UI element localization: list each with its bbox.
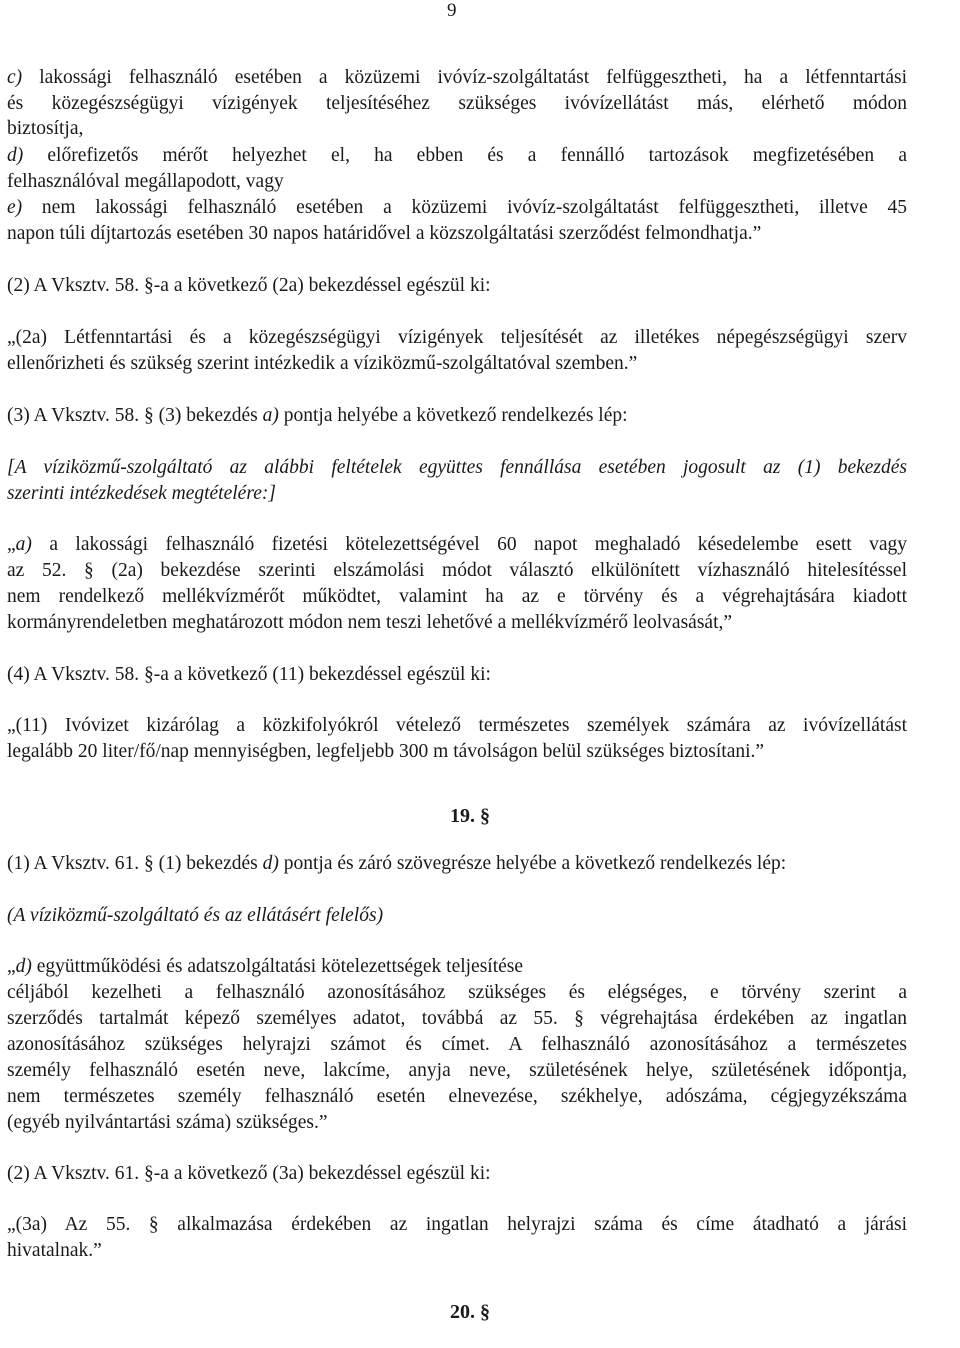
quote-2a-line-1: „(2a) Létfenntartási és a közegészségügyi vízigények teljesítését az illetékes népegészségügyi szerv xyxy=(7,327,907,348)
section-20-heading: 20. § xyxy=(450,1301,490,1323)
quote-d-line-2: céljából kezelheti a felhasználó azonosításához szükséges és elégséges, e törvény szerint a xyxy=(7,982,907,1003)
quote-a-line-2: az 52. § (2a) bekezdése szerinti elszámolási módot választó elkülönített vízhasználó hitelesítéssel xyxy=(7,560,907,581)
point-label: e) xyxy=(7,197,23,218)
para-e-line-2: napon túli díjtartozás esetében 30 napos határidővel a közszolgáltatási szerződést felmondhatja.” xyxy=(7,223,762,244)
quote-3a-line-1: „(3a) Az 55. § alkalmazása érdekében az ingatlan helyrajzi száma és címe átadható a járási xyxy=(7,1214,907,1235)
para-c-line-1: c) lakossági felhasználó esetében a közüzemi ivóvíz-szolgáltatást felfüggesztheti, ha a létfenntartási xyxy=(7,67,907,88)
quote-d-line-1: „d) együttműködési és adatszolgáltatási kötelezettségek teljesítése xyxy=(7,956,524,977)
para-c-line-3: biztosítja, xyxy=(7,118,84,139)
quote-d-line-3: szerződés tartalmát képező személyes adatot, továbbá az 55. § végrehajtása érdekében az ingatlan xyxy=(7,1008,907,1029)
page-number: 9 xyxy=(447,0,457,21)
para-e-line-1: e) nem lakossági felhasználó esetében a közüzemi ivóvíz-szolgáltatást felfüggesztheti, illetve 45 xyxy=(7,197,907,218)
amendment-61-1-intro: (1) A Vksztv. 61. § (1) bekezdés d) pontja és záró szövegrésze helyébe a következő rendelkezés lép: xyxy=(7,853,787,874)
context-line: (A víziközmű-szolgáltató és az ellátásért felelős) xyxy=(7,905,384,926)
context-line-1: [A víziközmű-szolgáltató az alábbi feltételek együttes fennállása esetében jogosult az (1) bekezdés xyxy=(7,457,907,478)
quote-2a-line-2: ellenőrizheti és szükség szerint intézkedik a víziközmű-szolgáltatóval szemben.” xyxy=(7,353,638,374)
point-label: a) xyxy=(262,405,279,426)
para-d-line-1: d) előrefizetős mérőt helyezhet el, ha ebben és a fennálló tartozások megfizetésében a xyxy=(7,145,907,166)
point-label: d) xyxy=(262,853,279,874)
amendment-2-intro: (2) A Vksztv. 58. §-a a következő (2a) bekezdéssel egészül ki: xyxy=(7,275,491,296)
point-label: a) xyxy=(15,534,32,555)
quote-11-line-1: „(11) Ivóvizet kizárólag a közkifolyókról vételező természetes személyek számára az ivóvízellátást xyxy=(7,715,907,736)
quote-a-line-3: nem rendelkező mellékvízmérőt működtet, valamint ha az e törvény és a végrehajtására kiadott xyxy=(7,586,907,607)
para-c-line-2: és közegészségügyi vízigények teljesítéséhez szükséges ivóvízellátást más, elérhető módon xyxy=(7,93,907,114)
amendment-4-intro: (4) A Vksztv. 58. §-a a következő (11) bekezdéssel egészül ki: xyxy=(7,664,491,685)
amendment-3-intro: (3) A Vksztv. 58. § (3) bekezdés a) pontja helyébe a következő rendelkezés lép: xyxy=(7,405,628,426)
amendment-61-2-intro: (2) A Vksztv. 61. §-a a következő (3a) bekezdéssel egészül ki: xyxy=(7,1163,491,1184)
quote-d-line-6: nem természetes személy felhasználó esetén elnevezése, székhelye, adószáma, cégjegyzékszáma xyxy=(7,1086,907,1107)
point-label: c) xyxy=(7,67,23,88)
point-label: d) xyxy=(15,956,32,977)
quote-d-line-5: személy felhasználó esetén neve, lakcíme, anyja neve, születésének helye, születésének időpontja, xyxy=(7,1060,907,1081)
section-19-heading: 19. § xyxy=(450,805,490,827)
context-line-2: szerinti intézkedések megtételére:] xyxy=(7,483,276,504)
quote-a-line-1: „a) a lakossági felhasználó fizetési kötelezettségével 60 napot meghaladó késedelembe esett vagy xyxy=(7,534,907,555)
quote-d-line-4: azonosításához szükséges helyrajzi számot és címet. A felhasználó azonosításához a természetes xyxy=(7,1034,907,1055)
point-label: d) xyxy=(7,145,24,166)
quote-3a-line-2: hivatalnak.” xyxy=(7,1240,102,1261)
quote-a-line-4: kormányrendeletben meghatározott módon nem teszi lehetővé a mellékvízmérő leolvasását,” xyxy=(7,612,733,633)
quote-11-line-2: legalább 20 liter/fő/nap mennyiségben, legfeljebb 300 m távolságon belül szükséges biztosítani.” xyxy=(7,741,765,762)
para-d-line-2: felhasználóval megállapodott, vagy xyxy=(7,171,284,192)
quote-d-line-7: (egyéb nyilvántartási száma) szükséges.” xyxy=(7,1112,328,1133)
